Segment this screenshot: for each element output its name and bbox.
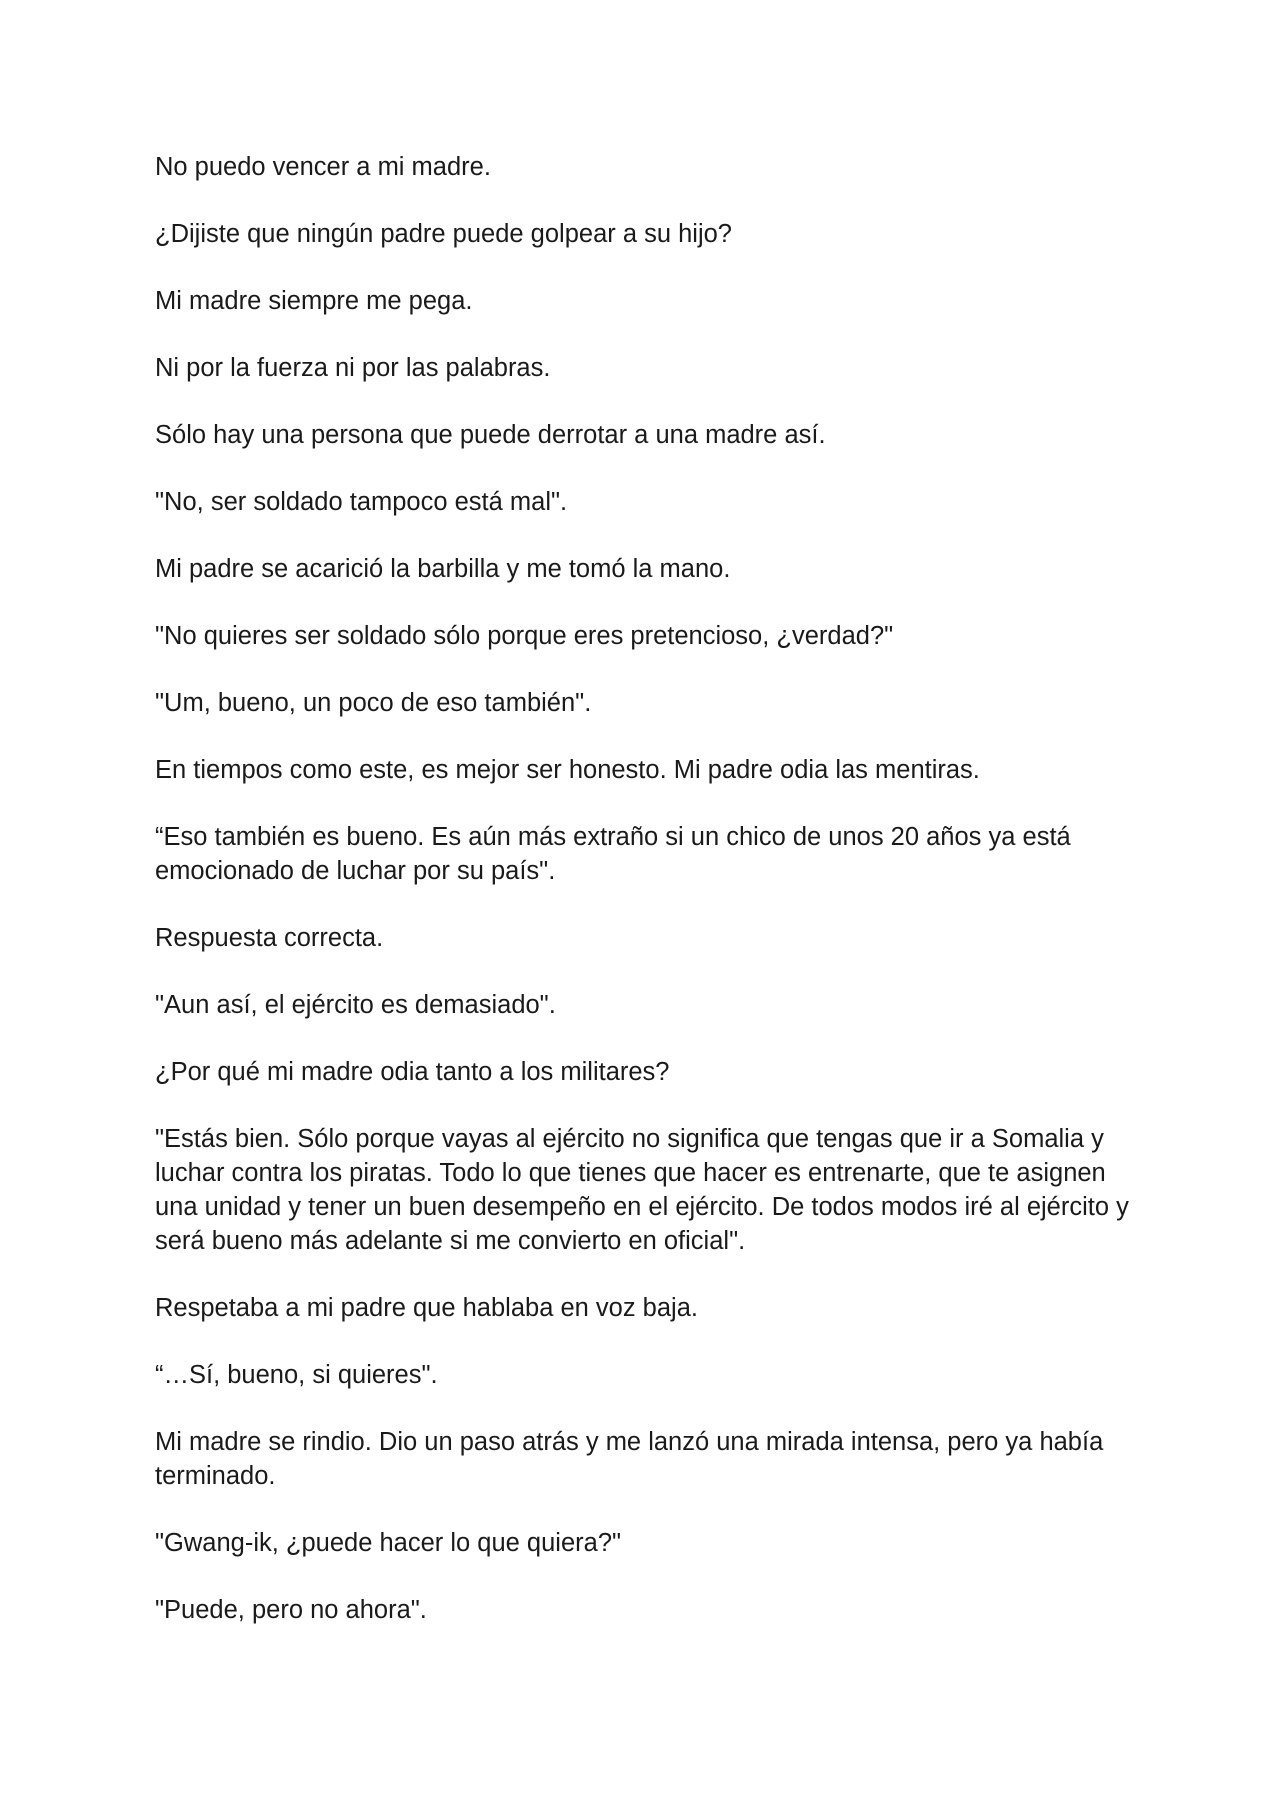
- paragraph-18: Mi madre se rindio. Dio un paso atrás y me lanzó una mirada intensa, pero ya había terminado.: [155, 1428, 1104, 1490]
- paragraph-14: ¿Por qué mi madre odia tanto a los militares?: [155, 1058, 670, 1086]
- document-body: [155, 150, 1140, 1660]
- paragraph-7: Mi padre se acarició la barbilla y me tomó la mano.: [155, 555, 731, 583]
- paragraph-19: "Gwang-ik, ¿puede hacer lo que quiera?": [155, 1529, 622, 1557]
- paragraph-8: "No quieres ser soldado sólo porque eres pretencioso, ¿verdad?": [155, 622, 894, 650]
- paragraph-15: "Estás bien. Sólo porque vayas al ejército no significa que tengas que ir a Somalia y luchar contra los piratas. Todo lo que tienes que hacer es entrenarte, que te asignen una unidad y tener un buen desempeño en el ejército. De todos modos iré al ejército y será bueno más adelante si me convierto en oficial".: [155, 1125, 1129, 1255]
- paragraph-10: En tiempos como este, es mejor ser honesto. Mi padre odia las mentiras.: [155, 756, 980, 784]
- paragraph-11: “Eso también es bueno. Es aún más extraño si un chico de unos 20 años ya está emocionado de luchar por su país".: [155, 823, 1071, 885]
- paragraph-6: "No, ser soldado tampoco está mal".: [155, 488, 568, 516]
- paragraph-17: “…Sí, bueno, si quieres".: [155, 1361, 438, 1389]
- paragraph-1: No puedo vencer a mi madre.: [155, 153, 491, 181]
- paragraph-5: Sólo hay una persona que puede derrotar a una madre así.: [155, 421, 826, 449]
- paragraph-16: Respetaba a mi padre que hablaba en voz baja.: [155, 1294, 698, 1322]
- paragraph-12: Respuesta correcta.: [155, 924, 384, 952]
- paragraph-3: Mi madre siempre me pega.: [155, 287, 473, 315]
- paragraph-9: "Um, bueno, un poco de eso también".: [155, 689, 592, 717]
- paragraph-2: ¿Dijiste que ningún padre puede golpear a su hijo?: [155, 220, 732, 248]
- paragraph-4: Ni por la fuerza ni por las palabras.: [155, 354, 551, 382]
- paragraph-13: "Aun así, el ejército es demasiado".: [155, 991, 556, 1019]
- paragraph-20: "Puede, pero no ahora".: [155, 1596, 427, 1624]
